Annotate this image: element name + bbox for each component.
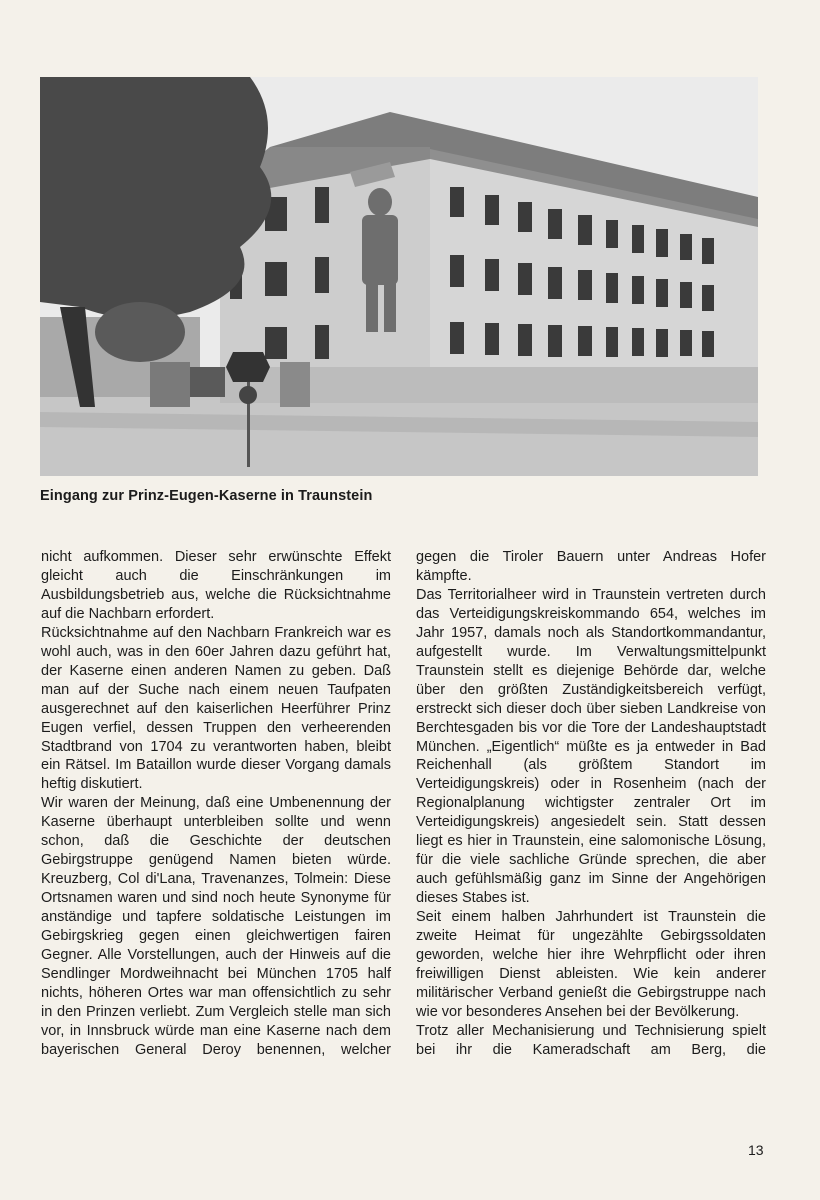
paragraph: gegen die Tiroler Bauern unter Andreas Hofer kämpfte. [416, 549, 766, 584]
left-text-column [41, 548, 391, 1060]
paragraph: nicht aufkommen. Dieser sehr erwünschte Effekt gleicht auch die Einschränkungen im Ausbildungsbetrieb aus, welche die Rücksichtnahme auf die Nachbarn erfordert. [41, 549, 391, 622]
photo-caption: Eingang zur Prinz-Eugen-Kaserne in Traunstein [40, 488, 373, 504]
paragraph: Das Territorialheer wird in Traunstein vertreten durch das Verteidigungskreiskommando 654, welches im Jahr 1957, damals noch als Standortkommandantur, aufgestellt wurde. Im Verwaltungsmittelpunkt Traunstein stellt es diejenige Behörde dar, welche über den größten Zuständigkeitsbereich verfügt, erstreckt sich dieser doch über sieben Landkreise von Berchtesgaden bis vor die Tore der Landeshauptstadt München. „Eigentlich“ müßte es ja entweder in Bad Reichenhall (als größtem Standort im Verteidigungskreis) oder in Rosenheim (nach der Regionalplanung wichtigster zentraler Ort im Verteidigungskreis) angesiedelt sein. Statt dessen liegt es hier in Traunstein, eine salomonische Lösung, für die viele sachliche Gründe sprechen, die aber auch gefühlsmäßig ganz im Sinne der Angehörigen dieses Stabes ist. [416, 586, 766, 907]
barracks-photo [40, 77, 758, 476]
right-text-column [416, 548, 766, 1060]
paragraph: Seit einem halben Jahrhundert ist Traunstein die zweite Heimat für ungezählte Gebirgssoldaten geworden, welche hier ihre Wehrpflicht oder ihren freiwilligen Dienst ableisten. Wie kein anderer militärischer Verband genießt die Gebirgstruppe nach wie vor besonderes Ansehen bei der Bevölkerung. [416, 909, 766, 1020]
paragraph: Trotz aller Mechanisierung und Technisierung spielt bei ihr die Kameradschaft am Berg, die [416, 1022, 766, 1058]
paragraph: Wir waren der Meinung, daß eine Umbenennung der Kaserne überhaupt unterbleiben sollte und wenn schon, daß die Geschichte der deutschen Gebirgstruppe genügend Namen bieten würde. Kreuzberg, Col di'Lana, Travenanzes, Tolmein: Diese Ortsnamen waren und sind noch heute Synonyme für anständige und tapfere soldatische Leistungen im Gebirgskrieg gegen einen gleichwertigen fairen Gegner. Alle Vorstellungen, auch der Hinweis auf die Sendlinger Mordweihnacht bei München 1705 half nichts, höheren Ortes war man offensichtlich zu sehr in den Prinzen verliebt. Zum Vergleich stelle man sich vor, in Innsbruck würde man eine Kaserne nach dem bayerischen General Deroy benennen, welcher [41, 795, 391, 1058]
paragraph: Rücksichtnahme auf den Nachbarn Frankreich war es wohl auch, was in den 60er Jahren dazu geführt hat, der Kaserne einen anderen Namen zu geben. Daß man auf der Suche nach einem neuen Taufpaten ausgerechnet auf den kaiserlichen Heerführer Prinz Eugen verfiel, dessen Truppen den verheerenden Stadtbrand von 1704 zu verantworten haben, bleibt ein Rätsel. Im Bataillon wurde dieser Vorgang damals heftig diskutiert. [41, 624, 391, 793]
page-number: 13 [748, 1142, 764, 1158]
